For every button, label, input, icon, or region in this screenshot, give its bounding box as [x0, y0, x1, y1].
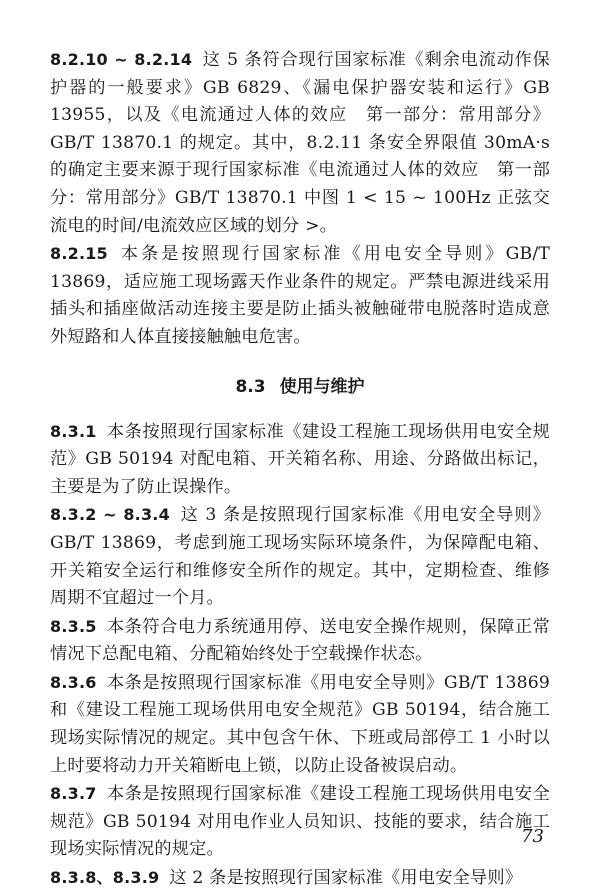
section-heading	[50, 374, 550, 400]
clause-8-3-6	[50, 669, 550, 780]
clause-8-3-1	[50, 418, 550, 502]
clause-8-3-2-to-4	[50, 501, 550, 612]
clause-8-2-10-to-14	[50, 46, 550, 240]
clause-text: 本条是按照现行国家标准《用电安全导则》GB/T 13869 和《建设工程施工现场供用电安全规范》GB 50194，结合施工现场实际情况的规定。其中包含午休、下班或局部停工 1 小时以上时要将动力开关箱断电上锁，以防止设备被误启动。	[50, 672, 550, 776]
clause-number: 8.2.10 ~ 8.2.14	[50, 50, 193, 69]
section-title: 使用与维护	[279, 376, 365, 397]
clause-text: 本条符合电力系统通用停、送电安全操作规则，保障正常情况下总配电箱、分配箱始终处于空载操作状态。	[50, 616, 550, 665]
clause-number: 8.3.7	[50, 784, 97, 804]
clause-number: 8.3.5	[50, 616, 97, 636]
clause-number: 8.3.6	[50, 672, 97, 692]
clause-8-3-5	[50, 613, 550, 669]
page-number: 73	[521, 826, 544, 847]
clause-number: 8.3.1	[50, 421, 97, 441]
clause-text: 这 2 条是按照现行国家标准《用电安全导则》	[169, 868, 523, 889]
document-page	[50, 46, 550, 893]
clause-8-2-15	[50, 240, 550, 351]
clause-8-3-8-8-3-9	[50, 864, 550, 893]
clause-number: 8.3.8、8.3.9	[50, 868, 160, 888]
clause-text: 本条按照现行国家标准《建设工程施工现场供用电安全规范》GB 50194 对配电箱、开关箱名称、用途、分路做出标记，主要是为了防止误操作。	[50, 421, 550, 497]
clause-text: 本条是按照现行国家标准《建设工程施工现场供用电安全规范》GB 50194 对用电作业人员知识、技能的要求，结合施工现场实际情况的规定。	[50, 784, 550, 860]
clause-text: 这 3 条是按照现行国家标准《用电安全导则》GB/T 13869，考虑到施工现场实际环境条件，为保障配电箱、开关箱安全运行和维修安全所作的规定。其中，定期检查、维修周期不宜超过一个月。	[50, 505, 550, 609]
clause-number: 8.3.2 ~ 8.3.4	[50, 505, 170, 525]
clause-number: 8.2.15	[50, 244, 108, 264]
clause-text: 这 5 条符合现行国家标准《剩余电流动作保护器的一般要求》GB 6829、《漏电保护器安装和运行》GB 13955，以及《电流通过人体的效应 第一部分：常用部分》GB/T 13870.1 的规定。其中，8.2.11 条安全界限值 30mA·s 的确定主要来源于现行国家标准《电流通过人体的效应 第一部分：常用部分》GB/T 13870.1 中图 1 < 15 ~ 100Hz 正弦交流电的时间/电流效应区域的划分 >。	[50, 50, 550, 236]
clause-text: 本条是按照现行国家标准《用电安全导则》GB/T 13869，适应施工现场露天作业条件的规定。严禁电源进线采用插头和插座做活动连接主要是防止插头被触碰带电脱落时造成意外短路和人体直接接触触电危害。	[50, 244, 550, 347]
clause-8-3-7	[50, 780, 550, 864]
section-number: 8.3	[235, 376, 266, 397]
